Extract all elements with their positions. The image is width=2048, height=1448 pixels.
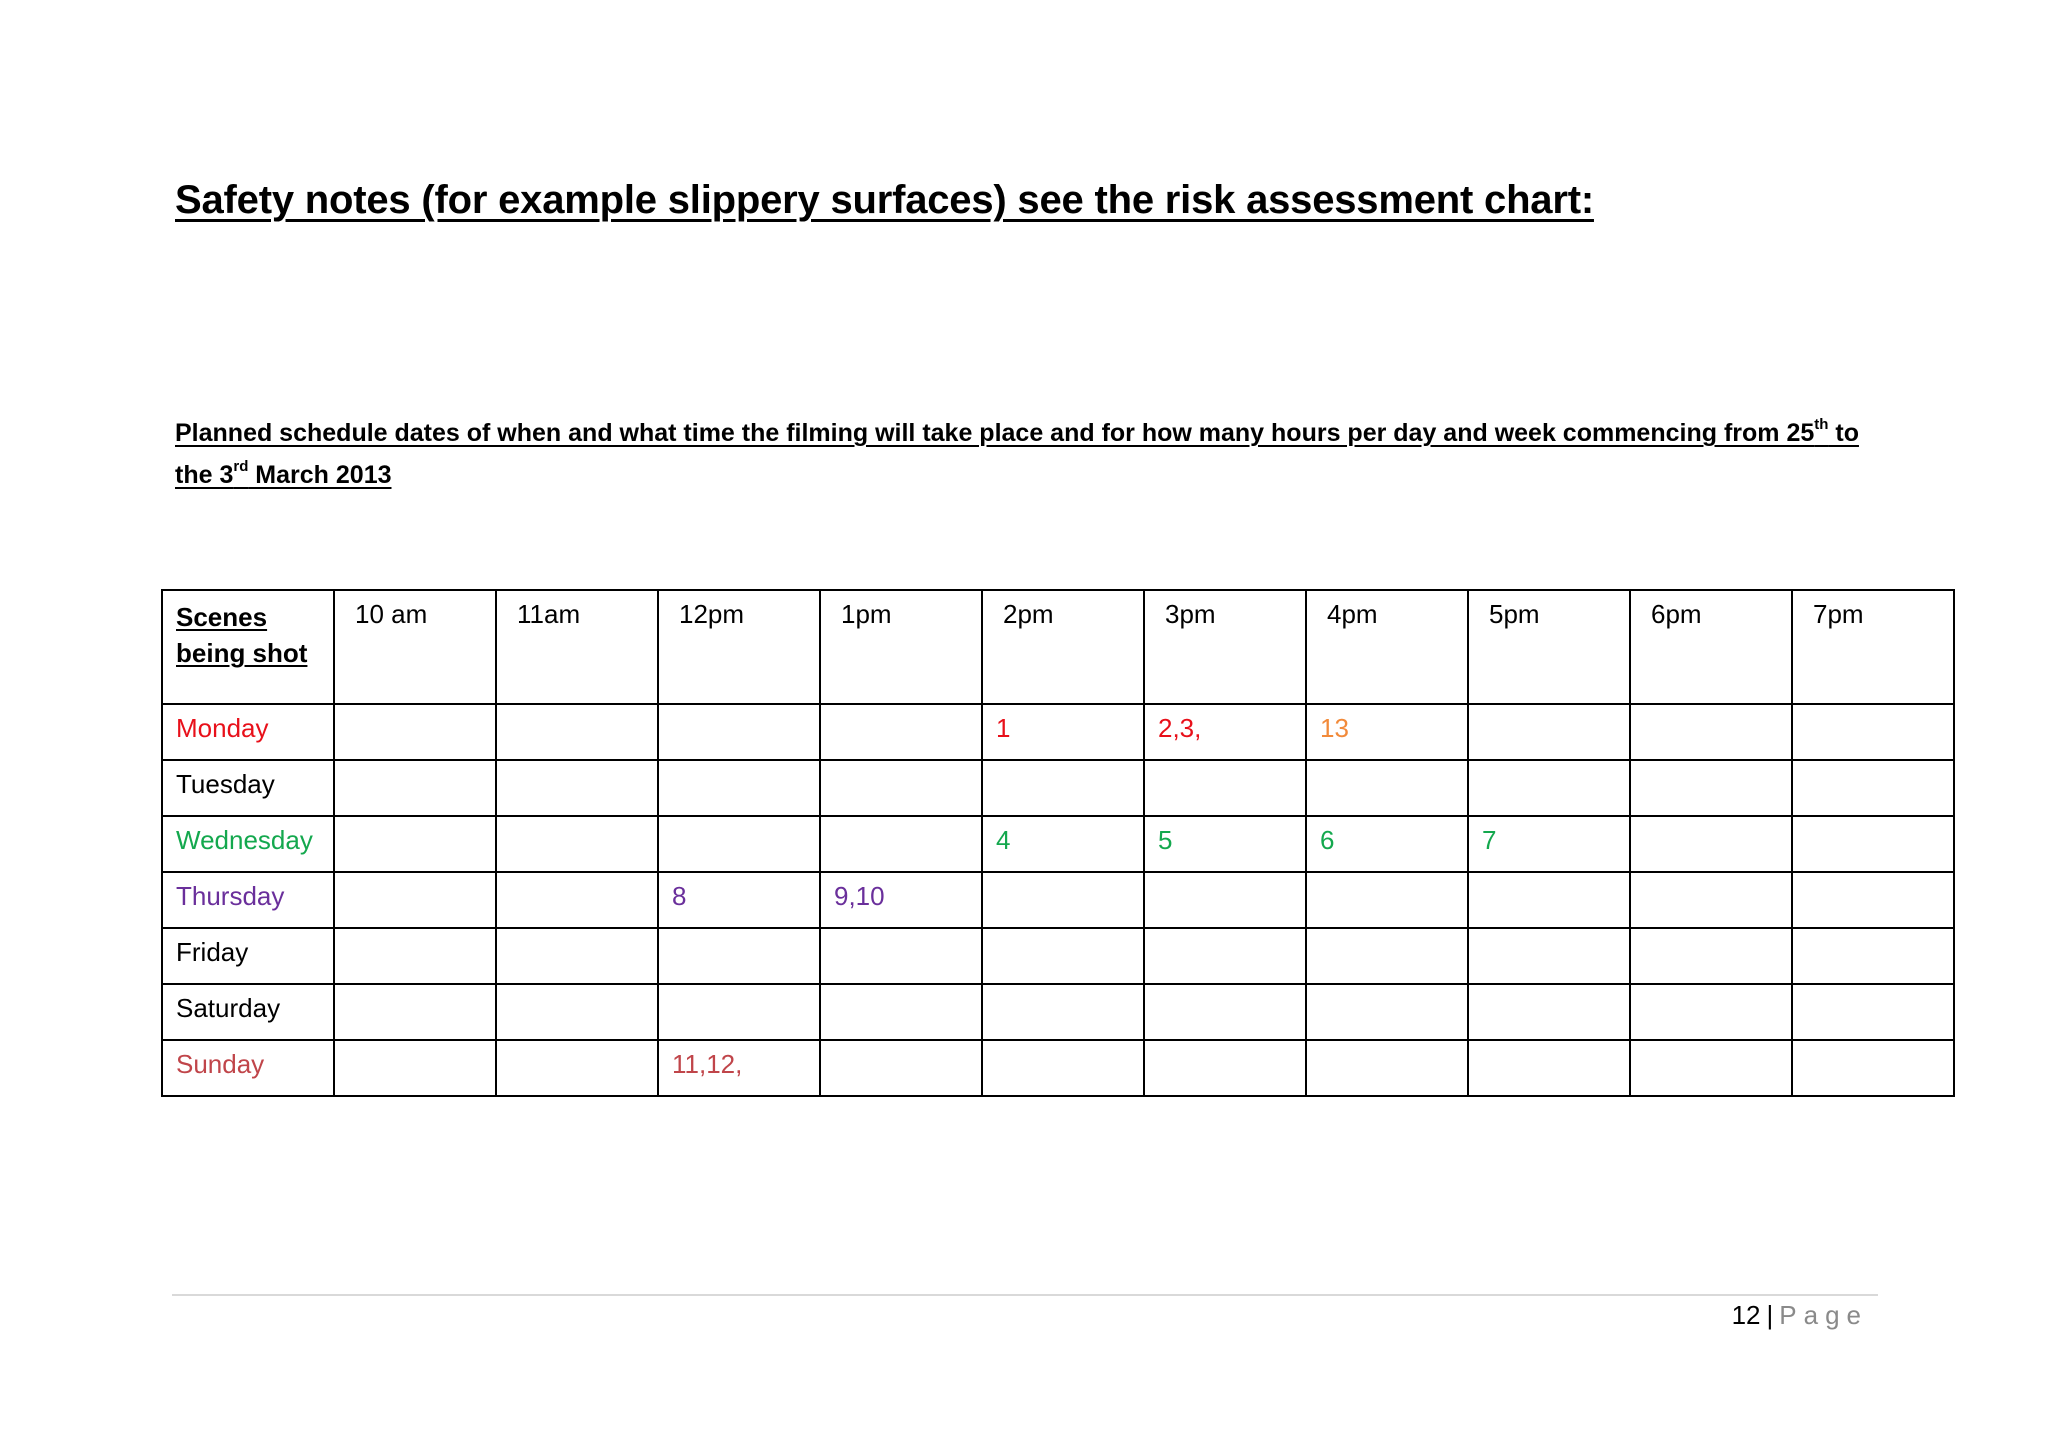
schedule-cell [1792, 704, 1954, 760]
schedule-cell [658, 1040, 820, 1096]
day-name-cell [162, 872, 334, 928]
schedule-description-part2: to the 3 [175, 419, 1859, 489]
schedule-cell [1144, 928, 1306, 984]
schedule-cell [982, 704, 1144, 760]
day-name-label: Thursday [176, 881, 285, 911]
time-header-label: 11am [517, 599, 581, 629]
schedule-cell [1306, 872, 1468, 928]
schedule-cell [1792, 1040, 1954, 1096]
schedule-cell [658, 760, 820, 816]
schedule-cell [1792, 872, 1954, 928]
time-header-cell [658, 590, 820, 704]
schedule-cell [820, 760, 982, 816]
time-header-cell [1792, 590, 1954, 704]
day-name-label: Saturday [176, 993, 281, 1023]
schedule-description-part1: Planned schedule dates of when and what time the filming will take place and for how many hours per day and week commencing from 25 [175, 419, 1815, 447]
table-row [162, 872, 1954, 928]
footer-separator: | [1766, 1300, 1774, 1330]
schedule-cell [334, 1040, 496, 1096]
schedule-cell [1630, 984, 1792, 1040]
schedule-cell [820, 928, 982, 984]
schedule-cell [982, 984, 1144, 1040]
scene-numbers: 5 [1158, 825, 1173, 855]
time-header-label: 1pm [841, 599, 892, 629]
schedule-table-body [162, 590, 1954, 1096]
page-number: 12 [1731, 1300, 1761, 1330]
schedule-cell [1792, 928, 1954, 984]
schedule-cell [1630, 928, 1792, 984]
day-name-cell [162, 816, 334, 872]
schedule-cell [496, 760, 658, 816]
schedule-cell [1468, 1040, 1630, 1096]
day-name-cell [162, 928, 334, 984]
schedule-cell [496, 1040, 658, 1096]
schedule-cell [1792, 760, 1954, 816]
schedule-cell [820, 816, 982, 872]
schedule-cell [334, 760, 496, 816]
scene-numbers: 8 [672, 881, 687, 911]
schedule-cell [334, 872, 496, 928]
schedule-cell [1144, 816, 1306, 872]
schedule-cell [334, 816, 496, 872]
schedule-cell [658, 872, 820, 928]
schedule-cell [1306, 984, 1468, 1040]
time-header-label: 2pm [1003, 599, 1054, 629]
schedule-cell [982, 1040, 1144, 1096]
schedule-cell [1630, 760, 1792, 816]
time-header-label: 6pm [1651, 599, 1702, 629]
time-header-cell [1630, 590, 1792, 704]
table-header-row [162, 590, 1954, 704]
table-row [162, 816, 1954, 872]
schedule-cell [496, 928, 658, 984]
time-header-cell [1144, 590, 1306, 704]
schedule-cell [820, 704, 982, 760]
table-row [162, 1040, 1954, 1096]
schedule-cell [658, 928, 820, 984]
schedule-cell [1144, 872, 1306, 928]
schedule-cell [334, 704, 496, 760]
day-name-label: Monday [176, 713, 269, 743]
schedule-cell [1792, 816, 1954, 872]
schedule-cell [496, 984, 658, 1040]
scene-numbers: 11,12, [672, 1049, 743, 1079]
schedule-cell [1468, 984, 1630, 1040]
schedule-cell [1144, 704, 1306, 760]
schedule-cell [1144, 760, 1306, 816]
schedule-cell [496, 816, 658, 872]
schedule-cell [820, 1040, 982, 1096]
table-row [162, 760, 1954, 816]
schedule-description-part3: March 2013 [248, 461, 392, 489]
table-row [162, 704, 1954, 760]
day-name-label: Tuesday [176, 769, 275, 799]
scenes-being-shot-label: Scenes being shot [176, 602, 308, 668]
scene-numbers: 1 [996, 713, 1011, 743]
time-header-label: 12pm [679, 599, 745, 629]
schedule-cell [1630, 704, 1792, 760]
schedule-cell [820, 872, 982, 928]
ordinal-suffix-th: th [1814, 416, 1829, 433]
page-heading: Safety notes (for example slippery surfaces) see the risk assessment chart: [175, 178, 1594, 222]
schedule-cell [1468, 872, 1630, 928]
schedule-cell [982, 816, 1144, 872]
time-header-cell [496, 590, 658, 704]
schedule-cell [982, 928, 1144, 984]
time-header-label: 3pm [1165, 599, 1216, 629]
day-name-cell [162, 984, 334, 1040]
schedule-cell [820, 984, 982, 1040]
day-name-cell [162, 704, 334, 760]
scene-numbers: 13 [1320, 713, 1349, 743]
page-word: Page [1779, 1300, 1868, 1330]
schedule-cell [1144, 984, 1306, 1040]
schedule-description [175, 412, 1875, 496]
schedule-cell [1468, 704, 1630, 760]
schedule-cell [1468, 816, 1630, 872]
schedule-cell [1468, 760, 1630, 816]
schedule-cell [982, 872, 1144, 928]
schedule-cell [1630, 816, 1792, 872]
schedule-cell [1306, 816, 1468, 872]
schedule-cell [1630, 1040, 1792, 1096]
schedule-cell [1468, 928, 1630, 984]
schedule-cell [982, 760, 1144, 816]
scene-numbers: 9,10 [834, 881, 885, 911]
table-row [162, 984, 1954, 1040]
schedule-cell [658, 984, 820, 1040]
schedule-cell [496, 704, 658, 760]
time-header-label: 7pm [1813, 599, 1864, 629]
day-name-label: Friday [176, 937, 249, 967]
day-name-cell [162, 760, 334, 816]
table-row [162, 928, 1954, 984]
schedule-cell [334, 984, 496, 1040]
page-footer [1732, 1300, 1868, 1331]
schedule-cell [1306, 704, 1468, 760]
schedule-cell [1792, 984, 1954, 1040]
scene-numbers: 2,3, [1158, 713, 1202, 743]
filming-schedule-table [161, 589, 1955, 1097]
time-header-cell [334, 590, 496, 704]
footer-divider [172, 1294, 1878, 1296]
scene-numbers: 4 [996, 825, 1011, 855]
schedule-cell [1306, 760, 1468, 816]
day-name-cell [162, 1040, 334, 1096]
schedule-cell [496, 872, 658, 928]
scene-numbers: 7 [1482, 825, 1497, 855]
time-header-cell [982, 590, 1144, 704]
time-header-label: 5pm [1489, 599, 1540, 629]
time-header-cell [1468, 590, 1630, 704]
schedule-cell [1306, 928, 1468, 984]
schedule-cell [1306, 1040, 1468, 1096]
schedule-cell [1144, 1040, 1306, 1096]
time-header-cell [1306, 590, 1468, 704]
time-header-label: 10 am [355, 599, 428, 629]
schedule-cell [334, 928, 496, 984]
day-name-label: Sunday [176, 1049, 265, 1079]
corner-header-cell [162, 590, 334, 704]
day-name-label: Wednesday [176, 825, 313, 855]
schedule-cell [1630, 872, 1792, 928]
time-header-label: 4pm [1327, 599, 1378, 629]
time-header-cell [820, 590, 982, 704]
schedule-cell [658, 816, 820, 872]
ordinal-suffix-rd: rd [233, 458, 249, 475]
schedule-cell [658, 704, 820, 760]
scene-numbers: 6 [1320, 825, 1335, 855]
